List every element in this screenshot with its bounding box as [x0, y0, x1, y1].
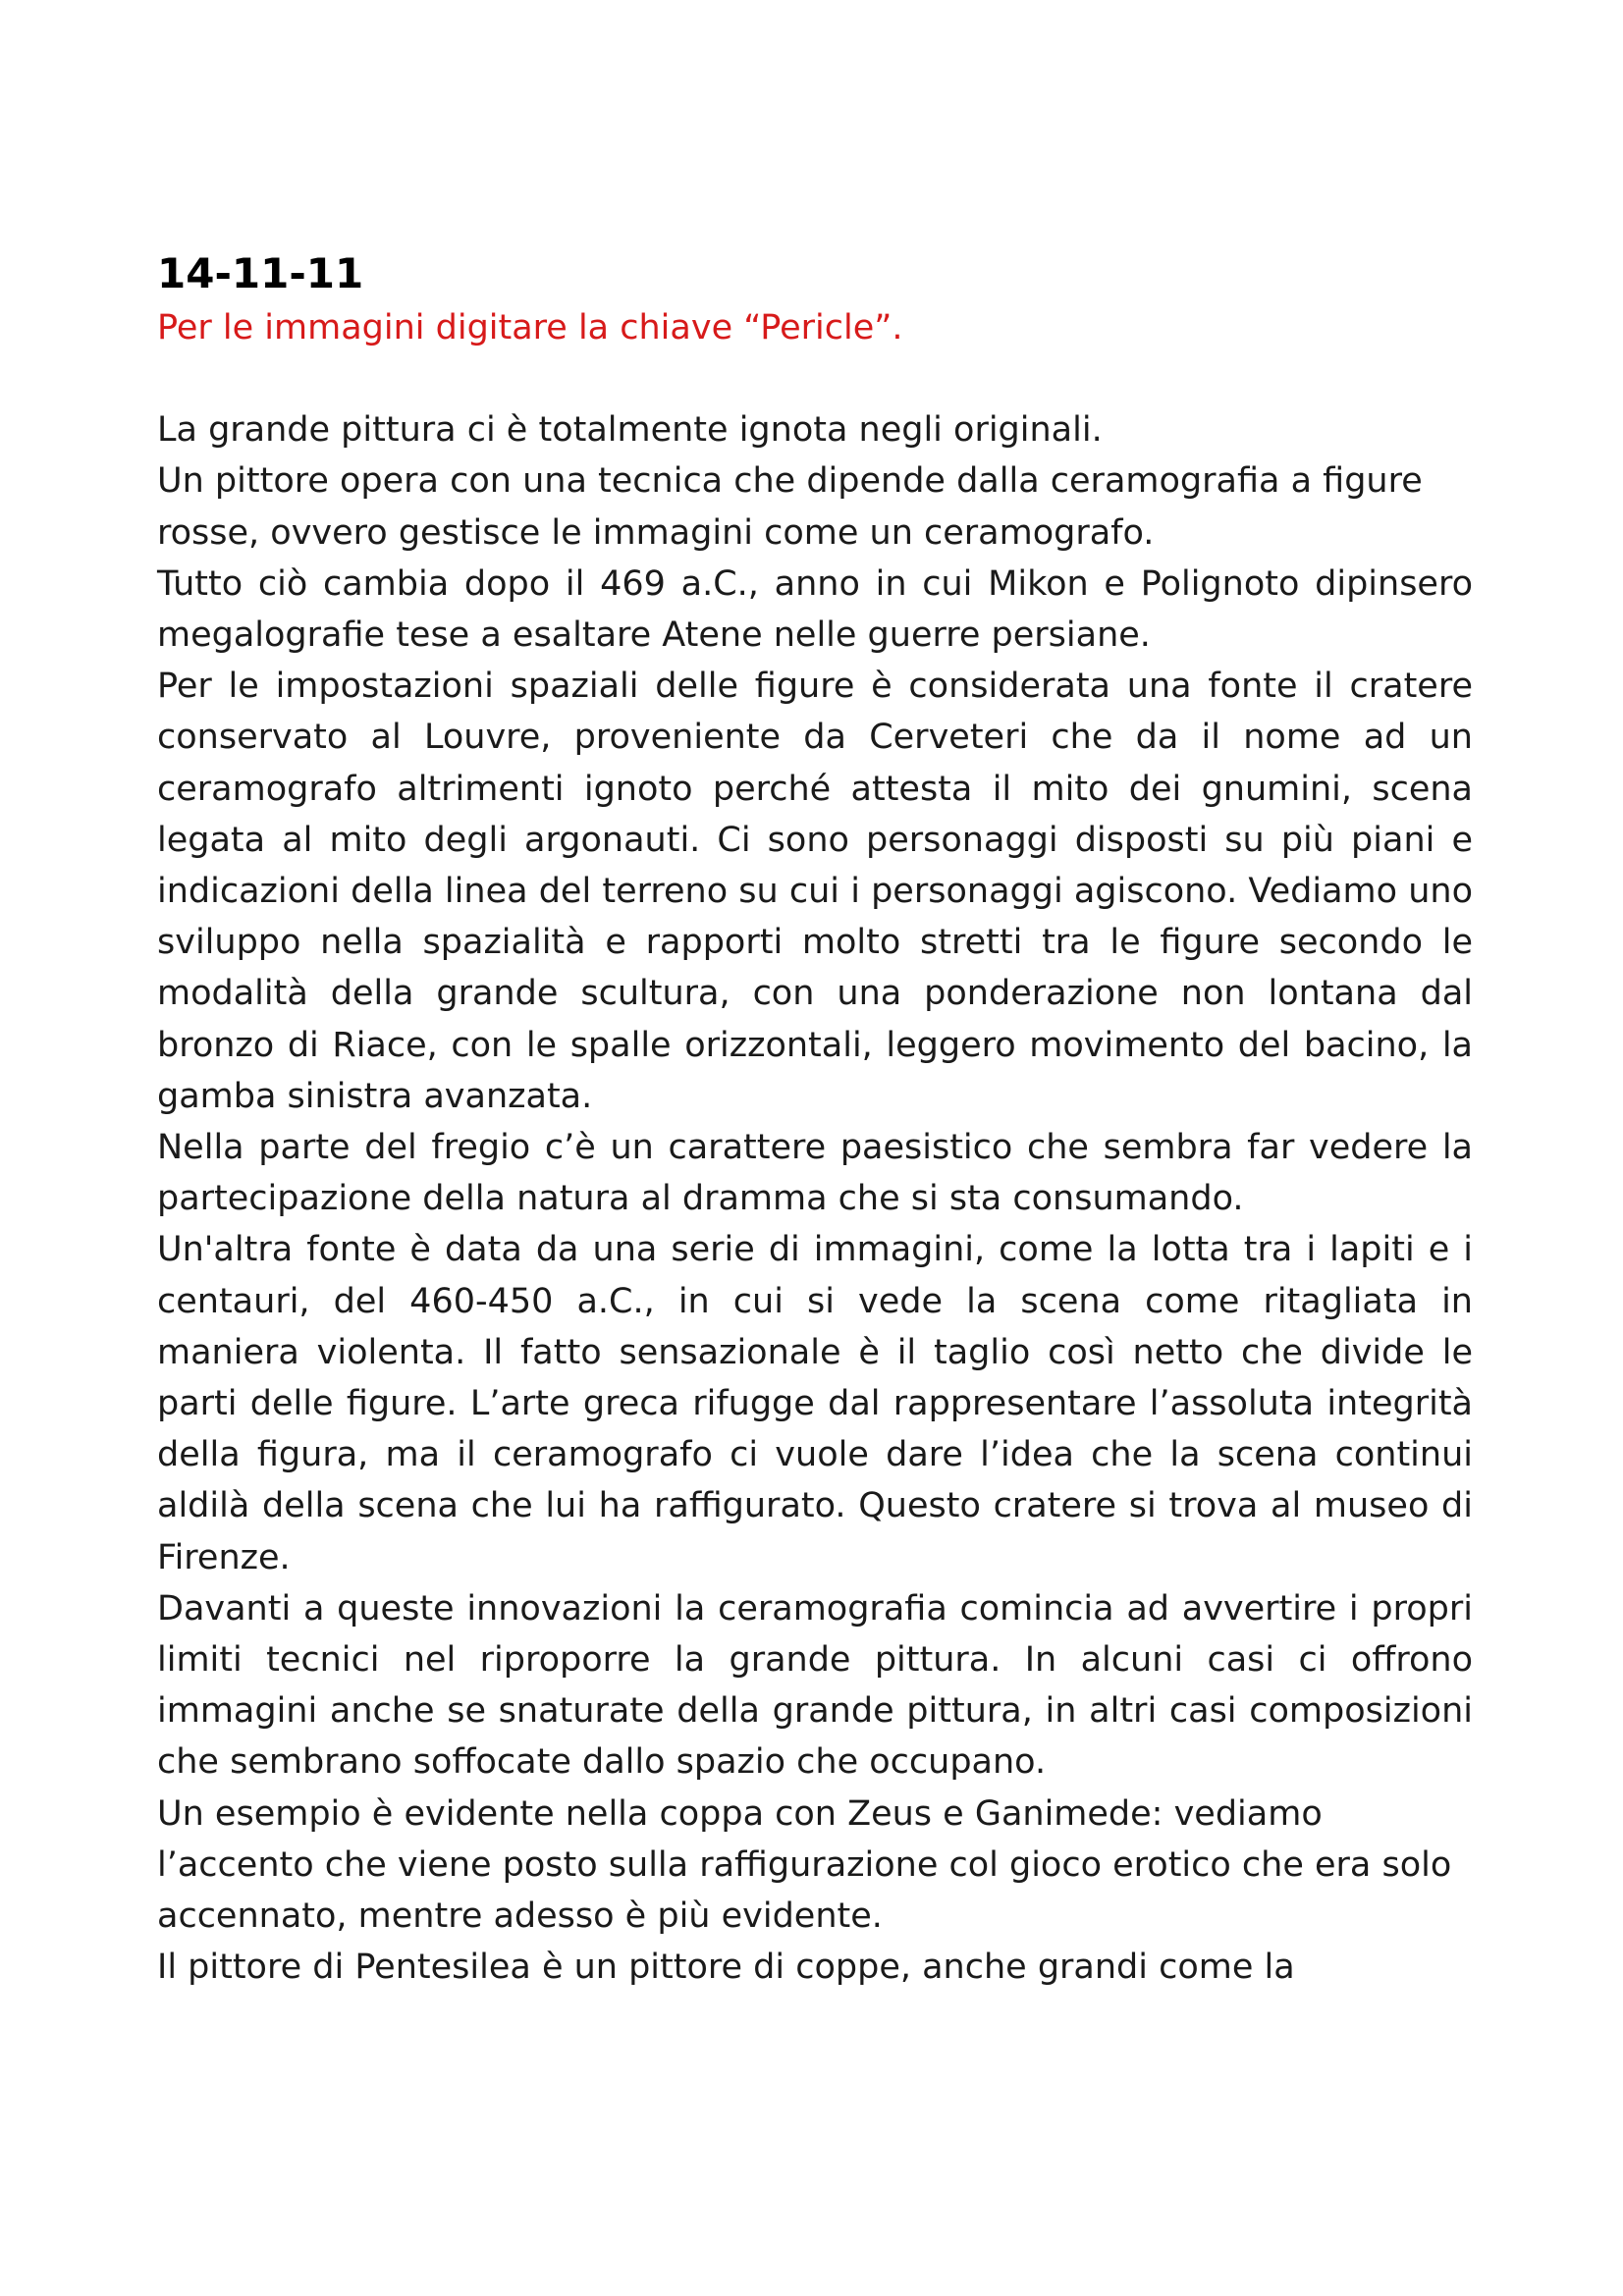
- document-date-title: 14-11-11: [157, 249, 364, 297]
- paragraph-3: Tutto ciò cambia dopo il 469 a.C., anno in cui Mikon e Polignoto dipinsero megalografie tese a esaltare Atene nelle guerre persiane.: [157, 563, 1473, 656]
- paragraph-5: Nella parte del fregio c’è un carattere paesistico che sembra far vedere la partecipazione della natura al dramma che si sta consumando.: [157, 1128, 1473, 1219]
- paragraph-9: Il pittore di Pentesilea è un pittore di coppe, anche grandi come la: [157, 1948, 1295, 1988]
- paragraph-1: La grande pittura ci è totalmente ignota negli originali.: [157, 410, 1103, 451]
- image-key-note: Per le immagini digitare la chiave “Pericle”.: [157, 308, 903, 347]
- paragraph-6: Un'altra fonte è data da una serie di immagini, come la lotta tra i lapiti e i centauri, del 460-450 a.C., in cui si vede la scena come ritagliata in maniera violenta. Il fatto sensazionale è il taglio così netto che divide le parti delle figure. L’arte greca rifugge dal rappresentare l’assoluta integrità della figura, ma il ceramografo ci vuole dare l’idea che la scena continui aldilà della scena che lui ha raffigurato. Questo cratere si trova al museo di Firenze.: [157, 1230, 1473, 1577]
- paragraph-4: Per le impostazioni spaziali delle figure è considerata una fonte il cratere conservato al Louvre, proveniente da Cerveteri che da il nome ad un ceramografo altrimenti ignoto perché attesta il mito dei gnumini, scena legata al mito degli argonauti. Ci sono personaggi disposti su più piani e indicazioni della linea del terreno su cui i personaggi agiscono. Vediamo uno sviluppo nella spazialità e rapporti molto stretti tra le figure secondo le modalità della grande scultura, con una ponderazione non lontana dal bronzo di Riace, con le spalle orizzontali, leggero movimento del bacino, la gamba sinistra avanzata.: [157, 667, 1473, 1116]
- paragraph-2: Un pittore opera con una tecnica che dipende dalla ceramografia a figure rosse, ovvero gestisce le immagini come un ceramografo.: [157, 461, 1423, 553]
- document-body: [157, 245, 1473, 1994]
- paragraph-7: Davanti a queste innovazioni la ceramografia comincia ad avvertire i propri limiti tecnici nel riproporre la grande pittura. In alcuni casi ci offrono immagini anche se snaturate della grande pittura, in altri casi composizioni che sembrano soffocate dallo spazio che occupano.: [157, 1588, 1473, 1783]
- paragraph-8: Un esempio è evidente nella coppa con Zeus e Ganimede: vediamo l’accento che viene posto sulla raffigurazione col gioco erotico che era solo accennato, mentre adesso è più evidente.: [157, 1793, 1452, 1937]
- blank-line: [157, 353, 1473, 404]
